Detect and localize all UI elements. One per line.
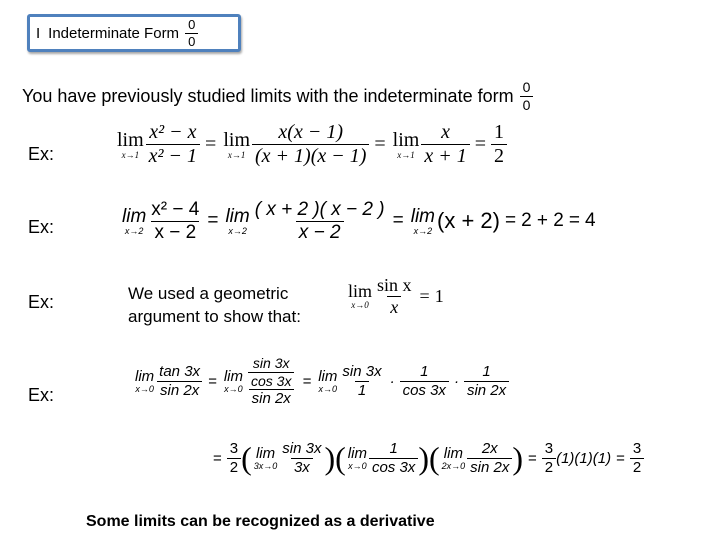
example-label-1: Ex: (28, 144, 55, 164)
derivative-caption: Some limits can be recognized as a derivative (86, 513, 435, 530)
example-2-equation: lim x→2 $\frac{\text{x² − 4}}{x - 2}$ = lim x→2 $\frac{( x + 2 )( x - 2 )}{x - 2}$ = lim x→2 (x + 2) = 2 + 2 = 4 (122, 199, 596, 243)
intro-text: You have previously studied limits with the indeterminate form (22, 85, 514, 106)
intro-fraction: $\frac{0}{0}$ (520, 80, 534, 112)
example-4-continuation: = $\frac{3}{2}$ ( lim 3x→0 $\frac{\sin 3x}{3x}$ ) ( lim x→0 $\frac{1}{\cos 3x}$ ) ( lim 2x→0 $\frac{2x}{\sin 2x}$ ) = $\frac{3}{2}$ (1)(1)(1) = $\frac{3}{2}$ (208, 441, 644, 476)
example-label-2: Ex: (28, 217, 55, 237)
example-1-equation: lim x→1 $\frac{\text{x² − x}}{\text{x² − 1}}$ = lim x→1 $\frac{x(x - 1)}{(x + 1)(x - 1)}$ = lim x→1 $\frac{x}{x + 1}$ = $\frac{1}{2}$ (115, 122, 507, 167)
title-box (27, 14, 241, 52)
title-fraction: $\frac{0}{0}$ (185, 18, 198, 48)
section-numeral: I (36, 24, 41, 42)
example-4-equation: lim x→0 $\frac{\tan 3x}{\sin 2x}$ = lim x→0 $\frac{\frac{\sin 3x}{\cos 3x}}{\sin 2x}$ = lim x→0 $\frac{\sin 3x}{1}$ · $\frac{1}{\cos 3x}$ · $\frac{1}{\sin 2x}$ (133, 356, 509, 407)
intro-line (22, 80, 533, 112)
section-title: Indeterminate Form (48, 24, 180, 42)
example-label-4: Ex: (28, 385, 55, 405)
example-3-note: We used a geometric argument to show that: (128, 284, 301, 326)
example-label-3: Ex: (28, 292, 55, 312)
example-3-equation: lim x→0 $\frac{\text{sin x}}{x}$ = 1 (348, 275, 444, 317)
